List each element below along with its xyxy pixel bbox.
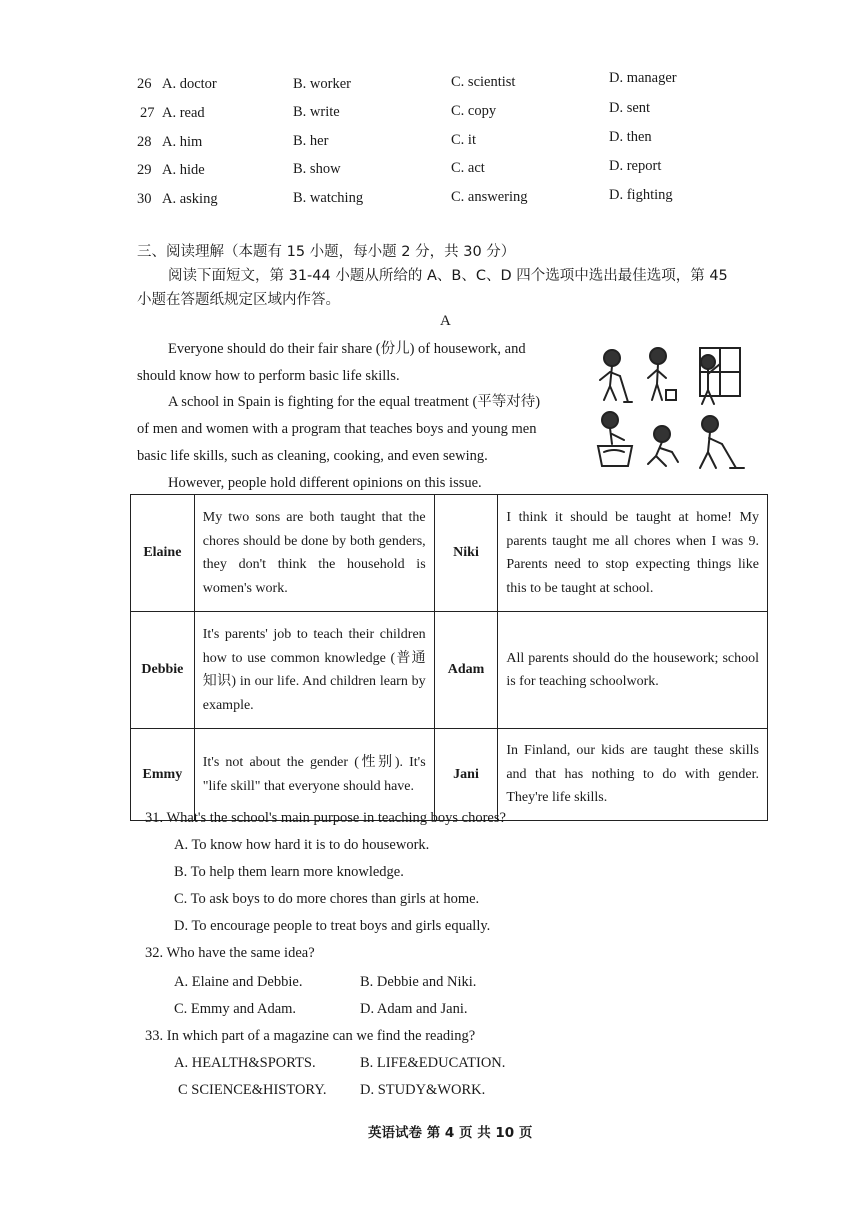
opinion-name: Elaine	[131, 495, 195, 612]
opinion-text: In Finland, our kids are taught these skills and that has nothing to do with gender. They're life skills.	[498, 729, 768, 821]
option-c: C. answering	[451, 189, 528, 205]
question-stem: 33. In which part of a magazine can we find the reading?	[145, 1028, 476, 1044]
option-a: A. hide	[162, 162, 205, 178]
question-option: A. Elaine and Debbie.	[174, 974, 303, 990]
table-row	[131, 729, 768, 821]
passage-text: of men and women with a program that teaches boys and young men	[137, 421, 537, 437]
opinion-name: Emmy	[131, 729, 195, 821]
section-instruction: 小题在答题纸规定区域内作答。	[137, 292, 340, 308]
option-c: C. scientist	[451, 74, 516, 90]
option-a: A. doctor	[162, 76, 217, 92]
option-b: B. worker	[293, 76, 351, 92]
option-b: B. show	[293, 161, 341, 177]
section-title: 三、阅读理解（本题有 15 小题，每小题 2 分，共 30 分）	[137, 244, 516, 260]
option-a: A. him	[162, 134, 203, 150]
option-d: D. manager	[609, 70, 677, 86]
question-option: A. To know how hard it is to do housework.	[174, 837, 430, 853]
opinion-name: Adam	[434, 612, 498, 729]
passage-text: basic life skills, such as cleaning, cooking, and even sewing.	[137, 448, 488, 464]
option-num: 27	[140, 105, 155, 121]
option-a: A. asking	[162, 191, 218, 207]
question-stem: 32. Who have the same idea?	[145, 945, 315, 961]
question-stem: 31. What's the school's main purpose in teaching boys chores?	[145, 810, 506, 826]
opinions-table	[130, 494, 768, 821]
opinion-name: Niki	[434, 495, 498, 612]
table-row	[131, 612, 768, 729]
option-d: D. sent	[609, 100, 651, 116]
opinion-name: Debbie	[131, 612, 195, 729]
chores-illustration	[590, 344, 755, 474]
passage-text: A school in Spain is fighting for the equal treatment (平等对待)	[168, 394, 541, 410]
page-footer: 英语试卷 第 4 页 共 10 页	[368, 1125, 533, 1141]
question-option: D. STUDY&WORK.	[360, 1082, 486, 1098]
option-d: D. fighting	[609, 187, 673, 203]
option-num: 28	[137, 134, 152, 150]
opinion-name: Jani	[434, 729, 498, 821]
opinion-text: I think it should be taught at home! My parents taught me all chores when I was 9. Parents need to stop expecting things like this to be taught at school.	[498, 495, 768, 612]
passage-text: should know how to perform basic life skills.	[137, 368, 400, 384]
opinion-text: It's not about the gender (性别). It's "life skill" that everyone should have.	[194, 729, 434, 821]
passage-label: A	[440, 313, 451, 329]
passage-text: Everyone should do their fair share (份儿) of housework, and	[168, 341, 526, 357]
question-option: A. HEALTH&SPORTS.	[174, 1055, 316, 1071]
option-num: 30	[137, 191, 152, 207]
option-a: A. read	[162, 105, 205, 121]
question-option: D. Adam and Jani.	[360, 1001, 468, 1017]
question-option: B. To help them learn more knowledge.	[174, 864, 404, 880]
option-c: C. copy	[451, 103, 497, 119]
question-option: C. To ask boys to do more chores than girls at home.	[174, 891, 480, 907]
option-c: C. act	[451, 160, 485, 176]
option-c: C. it	[451, 132, 476, 148]
passage-text: However, people hold different opinions on this issue.	[168, 475, 482, 491]
option-d: D. then	[609, 129, 652, 145]
option-b: B. write	[293, 104, 340, 120]
question-option: D. To encourage people to treat boys and girls equally.	[174, 918, 491, 934]
opinion-text: It's parents' job to teach their children how to use common knowledge (普通知识) in our life. And children learn by example.	[194, 612, 434, 729]
option-num: 29	[137, 162, 152, 178]
option-b: B. watching	[293, 190, 364, 206]
option-d: D. report	[609, 158, 662, 174]
opinion-text: My two sons are both taught that the chores should be done by both genders, they don't think the household is women's work.	[194, 495, 434, 612]
question-option: C SCIENCE&HISTORY.	[178, 1082, 327, 1098]
opinion-text: All parents should do the housework; school is for teaching schoolwork.	[498, 612, 768, 729]
section-instruction: 阅读下面短文，第 31-44 小题从所给的 A、B、C、D 四个选项中选出最佳选项，第 45	[168, 268, 728, 284]
question-option: C. Emmy and Adam.	[174, 1001, 297, 1017]
option-num: 26	[137, 76, 152, 92]
question-option: B. LIFE&EDUCATION.	[360, 1055, 506, 1071]
question-option: B. Debbie and Niki.	[360, 974, 477, 990]
option-b: B. her	[293, 133, 329, 149]
table-row	[131, 495, 768, 612]
